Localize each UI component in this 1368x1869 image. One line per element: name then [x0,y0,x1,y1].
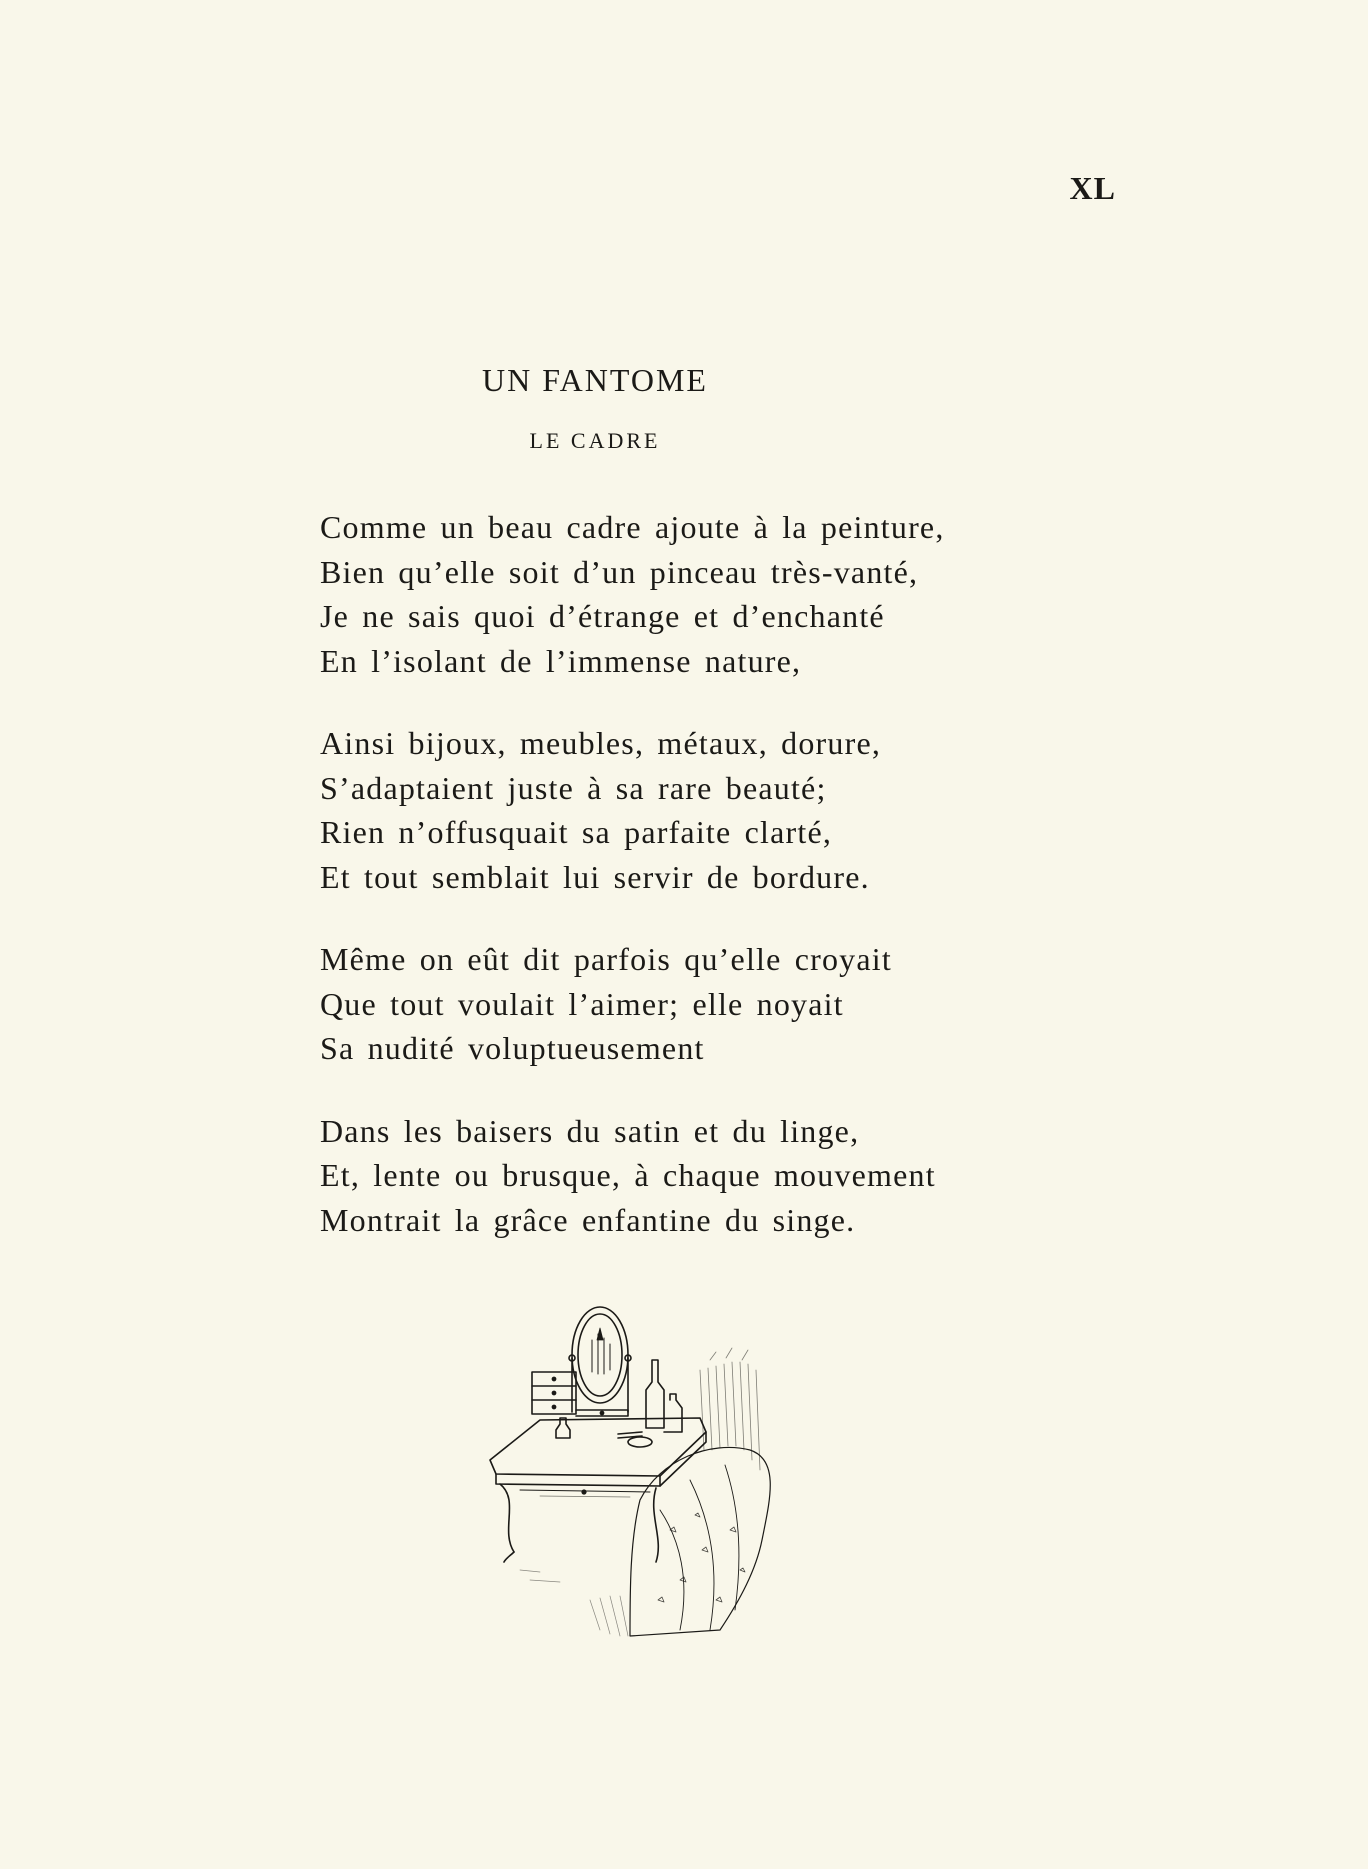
page-number: XL [1069,170,1116,206]
vanity-table-illustration [480,1300,830,1650]
poem-line: Sa nudité voluptueusement [320,1030,705,1066]
floor-shading [520,1570,628,1636]
poem-line: Dans les baisers du satin et du linge, [320,1112,860,1149]
poem-line: Ainsi bijoux, meubles, métaux, dorure, [320,725,882,761]
mirror [569,1307,631,1412]
poem-line: Comme un beau cadre ajoute à la peinture, [320,509,945,545]
poem-subtitle: LE CADRE [529,428,661,453]
poem-line: Même on eût dit parfois qu’elle croyait [320,941,892,977]
stanza-2 [320,721,1040,899]
poem-line: Que tout voulait l’aimer; elle noyait [320,985,844,1022]
poem-line: En l’isolant de l’immense nature, [320,642,802,679]
vanity-table-icon [480,1300,830,1650]
poem-line: Et tout semblait lui servir de bordure. [320,858,870,895]
stanza-3 [320,937,1040,1071]
drawer-cabinet [532,1372,628,1416]
poem-line: S’adaptaient juste à sa rare beauté; [320,769,827,806]
poem-line: Et, lente ou brusque, à chaque mouvement [320,1157,936,1193]
poem-line: Rien n’offusquait sa parfaite clarté, [320,814,833,850]
stanza-4 [320,1109,1040,1243]
poem-line: Je ne sais quoi d’étrange et d’enchanté [320,598,885,634]
poem-title: UN FANTOME [482,362,708,398]
stanza-1 [320,505,1040,683]
poem-line: Montrait la grâce enfantine du singe. [320,1201,856,1238]
background-hatching [700,1348,760,1470]
poem-line: Bien qu’elle soit d’un pinceau très-vanté, [320,553,919,590]
table [490,1418,706,1562]
poem-body [320,505,1040,1280]
